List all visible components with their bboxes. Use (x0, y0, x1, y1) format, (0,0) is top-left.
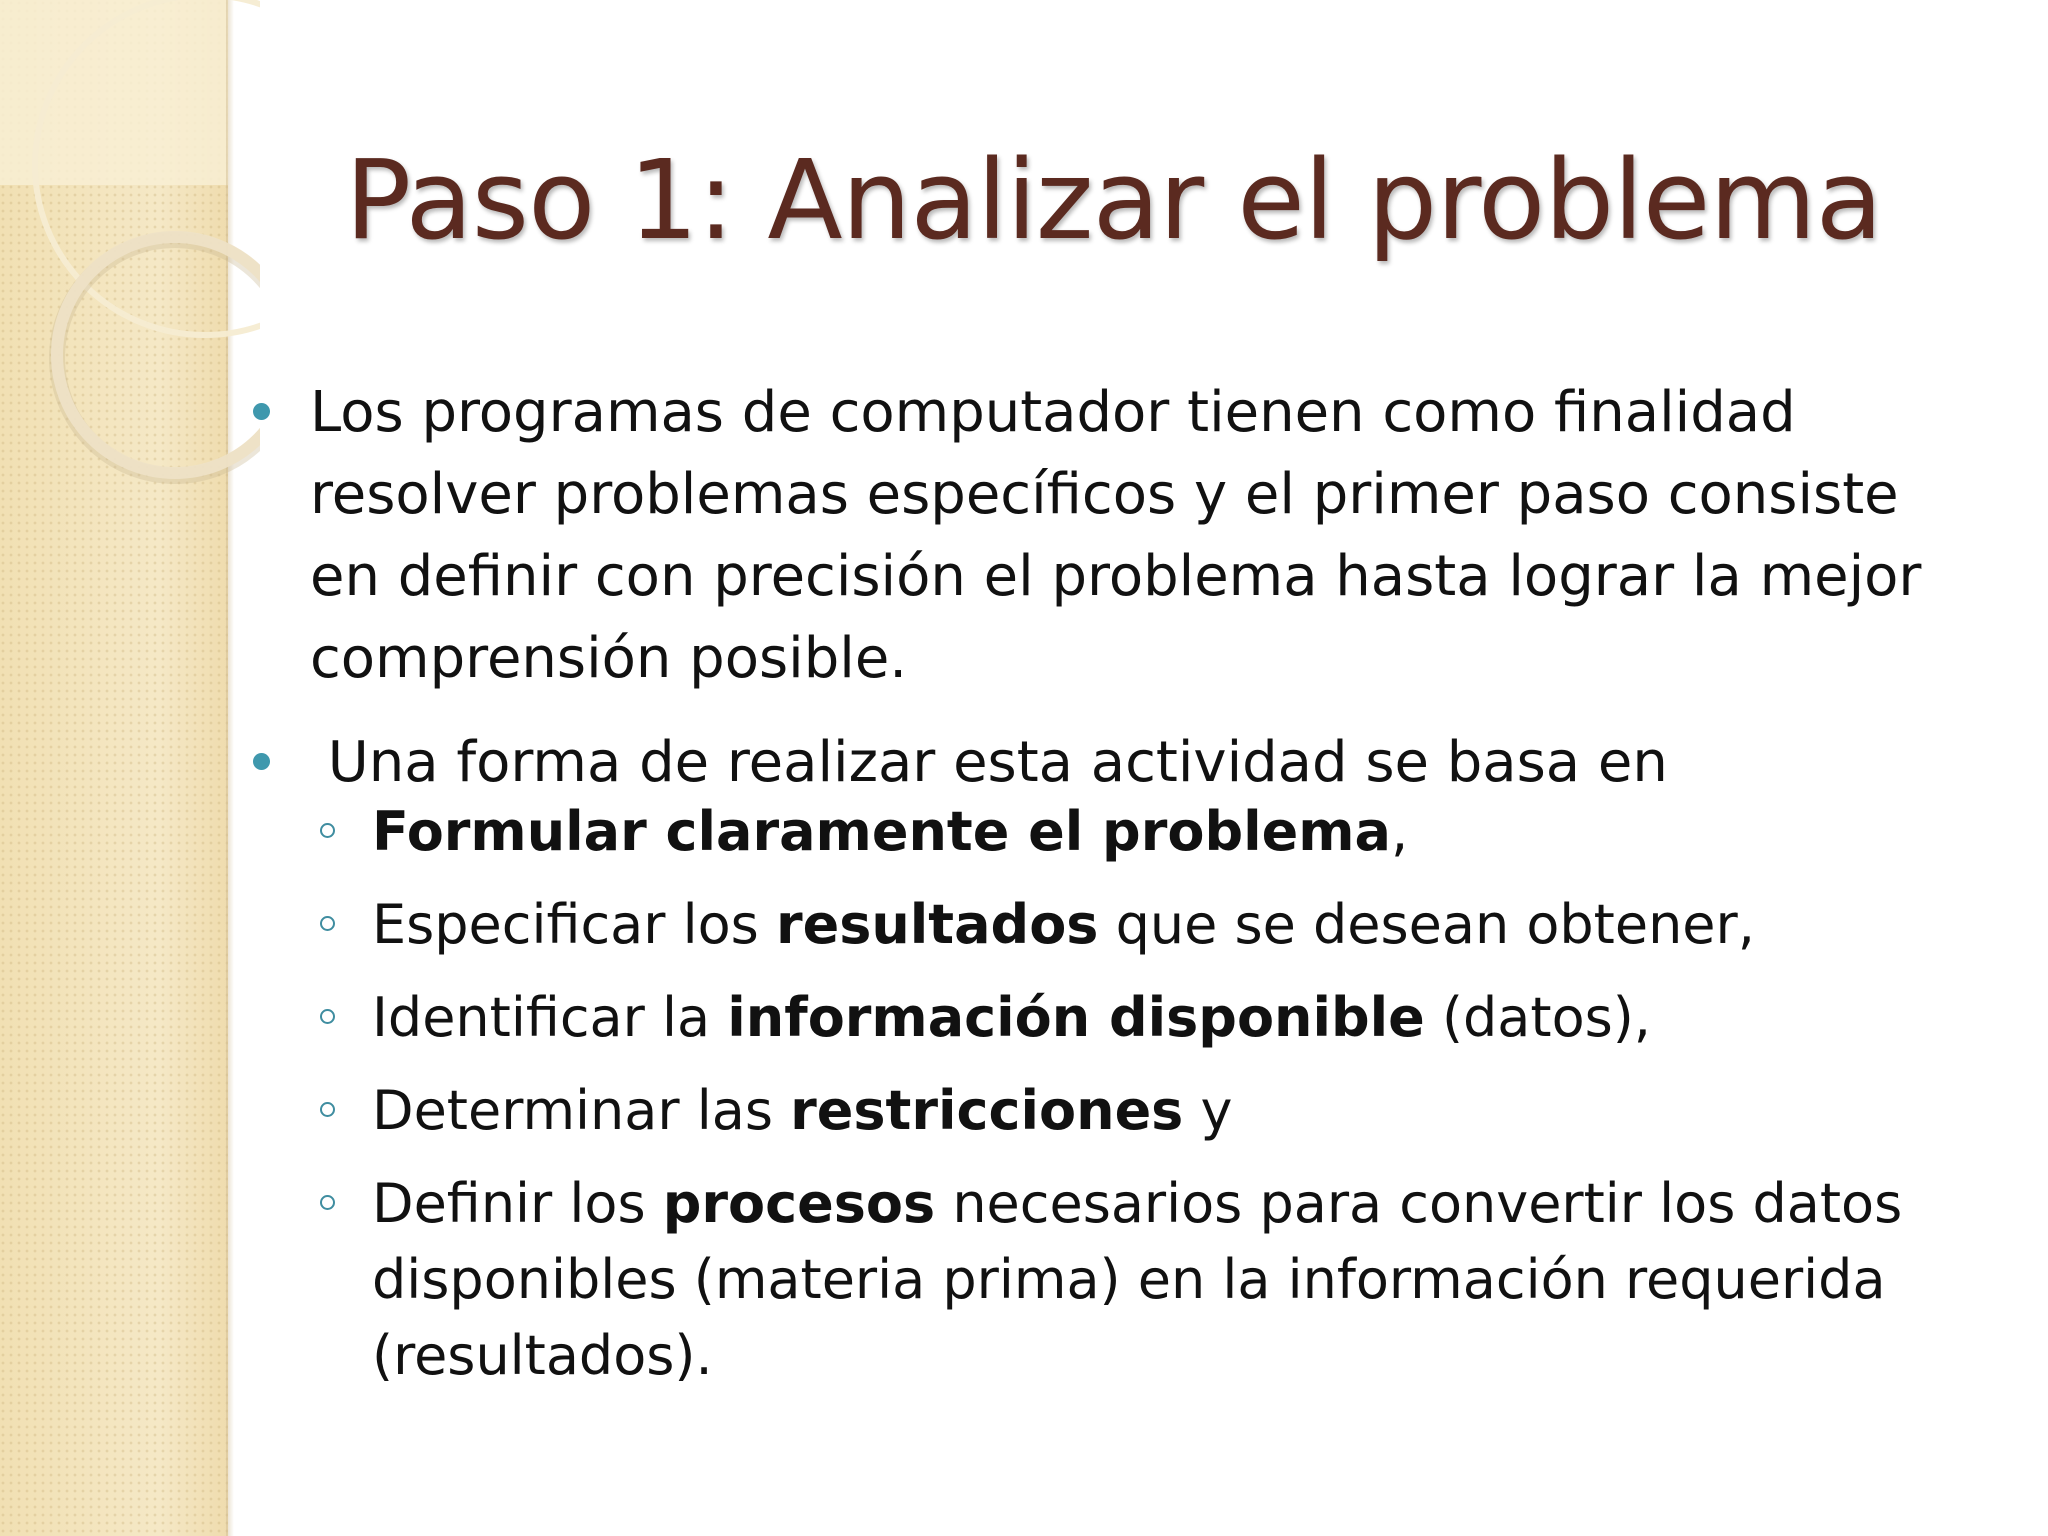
sub-item-text-after: y (1183, 1079, 1233, 1142)
sub-item-text-after: necesarios para convertir los datos disponibles (materia prima) en la información requerida (resultados). (372, 1172, 1903, 1387)
sub-item-bold-text: restricciones (790, 1079, 1184, 1142)
sub-item-bold-text: procesos (662, 1172, 936, 1235)
bullet-text: Los programas de computador tienen como finalidad resolver problemas específicos y el primer paso consiste en definir con precisión el problema hasta lograr la mejor comprensión posible. (310, 380, 1922, 691)
decorative-rings (0, 0, 260, 520)
sub-item (245, 1073, 1945, 1149)
decorative-large-ring (35, 0, 260, 335)
ring-bullet-icon (320, 1009, 335, 1024)
sub-item (245, 980, 1945, 1056)
sub-item-text-after: (datos), (1424, 986, 1651, 1049)
slide-title: Paso 1: Analizar el problema (345, 136, 1882, 264)
bullet-item (245, 722, 1945, 804)
bullet-dot-icon (253, 403, 270, 420)
sub-item (245, 1166, 1945, 1394)
sub-list (245, 794, 1945, 1394)
sub-item-text-before: Definir los (372, 1172, 663, 1235)
sub-item-text-before: Identificar la (372, 986, 728, 1049)
bullet-item (245, 372, 1945, 700)
sub-item (245, 887, 1945, 963)
decorative-small-ring (57, 237, 260, 473)
slide-content (245, 372, 1945, 1411)
sub-item (245, 794, 1945, 870)
ring-bullet-icon (320, 1195, 335, 1210)
bullet-dot-icon (253, 753, 270, 770)
sub-item-bold-text: Formular claramente el problema (372, 800, 1391, 863)
sub-item-text-before: Determinar las (372, 1079, 791, 1142)
ring-bullet-icon (320, 1102, 335, 1117)
sub-item-bold-text: resultados (775, 893, 1099, 956)
sub-item-text-after: , (1390, 800, 1409, 863)
ring-bullet-icon (320, 823, 335, 838)
ring-bullet-icon (320, 916, 335, 931)
bullet-text: Una forma de realizar esta actividad se basa en (310, 730, 1668, 795)
sub-item-text-after: que se desean obtener, (1098, 893, 1755, 956)
sub-item-bold-text: información disponible (727, 986, 1425, 1049)
sub-item-text-before: Especificar los (372, 893, 776, 956)
